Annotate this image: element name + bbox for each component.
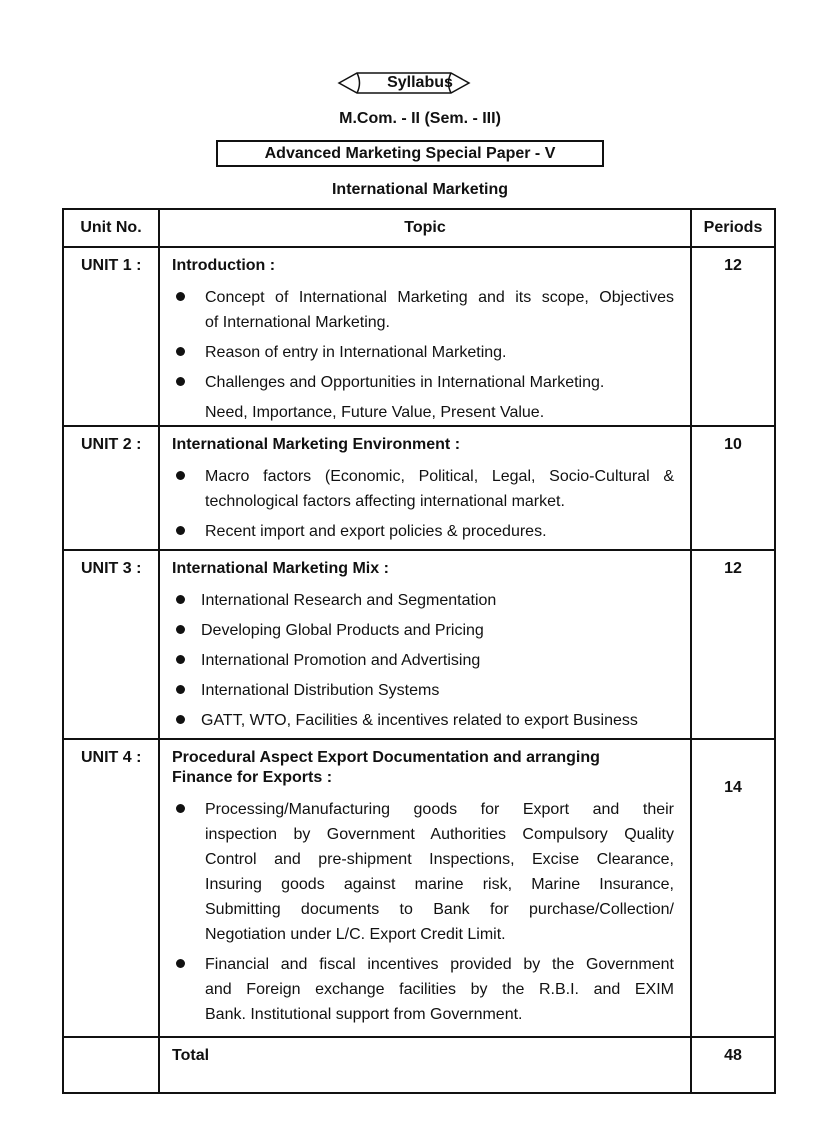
- title-line: Procedural Aspect Export Documentation and arranging: [172, 749, 600, 766]
- bullet-icon: [176, 959, 185, 968]
- unit-title: [172, 256, 674, 276]
- bullet-item: [172, 519, 674, 544]
- col-unit: Unit No.: [63, 209, 159, 247]
- bullet-line: International Promotion and Advertising: [201, 652, 481, 669]
- bullet-line: Challenges and Opportunities in International Marketing.: [205, 374, 605, 391]
- course-title: M.Com. - II (Sem. - III): [339, 110, 501, 127]
- bullet-item: [172, 708, 674, 733]
- bullet-line: Developing Global Products and Pricing: [201, 622, 484, 639]
- unit-title: [172, 435, 674, 455]
- total-unit-cell: [63, 1037, 159, 1093]
- unit-number: UNIT 1 :: [63, 247, 159, 426]
- total-text: Total: [172, 1047, 210, 1064]
- topic-cell: [159, 247, 691, 426]
- topic-cell: [159, 426, 691, 550]
- bullet-line: and Foreign exchange facilities by the R.B.I. and EXIM: [205, 981, 674, 998]
- bullet-icon: [176, 655, 185, 664]
- title-line: International Marketing Mix :: [172, 560, 389, 577]
- bullet-continuation: Need, Importance, Future Value, Present Value.: [205, 404, 545, 421]
- bullet-item: [172, 464, 674, 514]
- unit-number: UNIT 3 :: [63, 550, 159, 739]
- unit-title: [172, 748, 674, 788]
- bullet-line: Reason of entry in International Marketing.: [205, 344, 507, 361]
- bullet-line: Submitting documents to Bank for purchase/Collection/: [205, 901, 674, 918]
- bullet-line: Bank. Institutional support from Government.: [205, 1006, 523, 1023]
- bullet-item: [172, 588, 674, 613]
- table-row: [63, 426, 775, 550]
- bullet-item: [172, 678, 674, 703]
- bullet-icon: [176, 347, 185, 356]
- bullet-line: International Research and Segmentation: [201, 592, 497, 609]
- bullet-icon: [176, 292, 185, 301]
- table-header: [63, 209, 775, 247]
- bullet-line: Negotiation under L/C. Export Credit Limit.: [205, 926, 506, 943]
- total-label: [159, 1037, 691, 1093]
- unit-number: UNIT 4 :: [63, 739, 159, 1037]
- bullet-icon: [176, 377, 185, 386]
- bullet-line: Macro factors (Economic, Political, Legal, Socio-Cultural &: [205, 468, 674, 485]
- bullet-line: International Distribution Systems: [201, 682, 440, 699]
- table-row: [63, 739, 775, 1037]
- syllabus-badge: [0, 74, 840, 92]
- title-line: International Marketing Environment :: [172, 436, 461, 453]
- bullet-icon: [176, 625, 185, 634]
- col-topic: Topic: [159, 209, 691, 247]
- unit-periods: 10: [691, 426, 775, 550]
- title-line: Introduction :: [172, 257, 276, 274]
- topic-cell: [159, 550, 691, 739]
- bullet-icon: [176, 715, 185, 724]
- title-line: Finance for Exports :: [172, 769, 333, 786]
- topic-cell: [159, 739, 691, 1037]
- bullet-item: [172, 952, 674, 1027]
- total-row: [63, 1037, 775, 1093]
- bullet-item: [172, 648, 674, 673]
- bullet-line: Financial and fiscal incentives provided by the Government: [205, 956, 674, 973]
- col-periods: Periods: [691, 209, 775, 247]
- paper-title: Advanced Marketing Special Paper - V: [216, 140, 604, 167]
- bullet-line: Insuring goods against marine risk, Marine Insurance,: [205, 876, 674, 893]
- unit-title: [172, 559, 674, 579]
- bullet-icon: [176, 804, 185, 813]
- unit-periods: 12: [691, 247, 775, 426]
- bullet-item: [172, 797, 674, 947]
- total-periods: 48: [691, 1037, 775, 1093]
- table-row: [63, 550, 775, 739]
- bullet-item: [172, 618, 674, 643]
- syllabus-table: [62, 208, 776, 1094]
- unit-periods: 12: [691, 550, 775, 739]
- bullet-item: [172, 340, 674, 365]
- bullet-line: Concept of International Marketing and its scope, Objectives: [205, 289, 674, 306]
- bullet-item: [172, 370, 674, 395]
- bullet-line: Processing/Manufacturing goods for Export and their: [205, 801, 674, 818]
- bullet-line: of International Marketing.: [205, 314, 390, 331]
- bullet-icon: [176, 595, 185, 604]
- table-row: [63, 247, 775, 426]
- bullet-line: technological factors affecting international market.: [205, 493, 565, 510]
- bullet-icon: [176, 471, 185, 480]
- subject-title: International Marketing: [331, 181, 509, 198]
- bullet-icon: [176, 685, 185, 694]
- unit-periods: 14: [691, 739, 775, 1037]
- bullet-line: Control and pre-shipment Inspections, Excise Clearance,: [205, 851, 674, 868]
- bullet-item: [172, 285, 674, 335]
- bullet-line: Recent import and export policies & procedures.: [205, 523, 547, 540]
- bullet-icon: [176, 526, 185, 535]
- unit-number: UNIT 2 :: [63, 426, 159, 550]
- syllabus-label: Syllabus: [387, 74, 453, 91]
- bullet-line: GATT, WTO, Facilities & incentives related to export Business: [201, 712, 638, 729]
- bullet-line: inspection by Government Authorities Compulsory Quality: [205, 826, 674, 843]
